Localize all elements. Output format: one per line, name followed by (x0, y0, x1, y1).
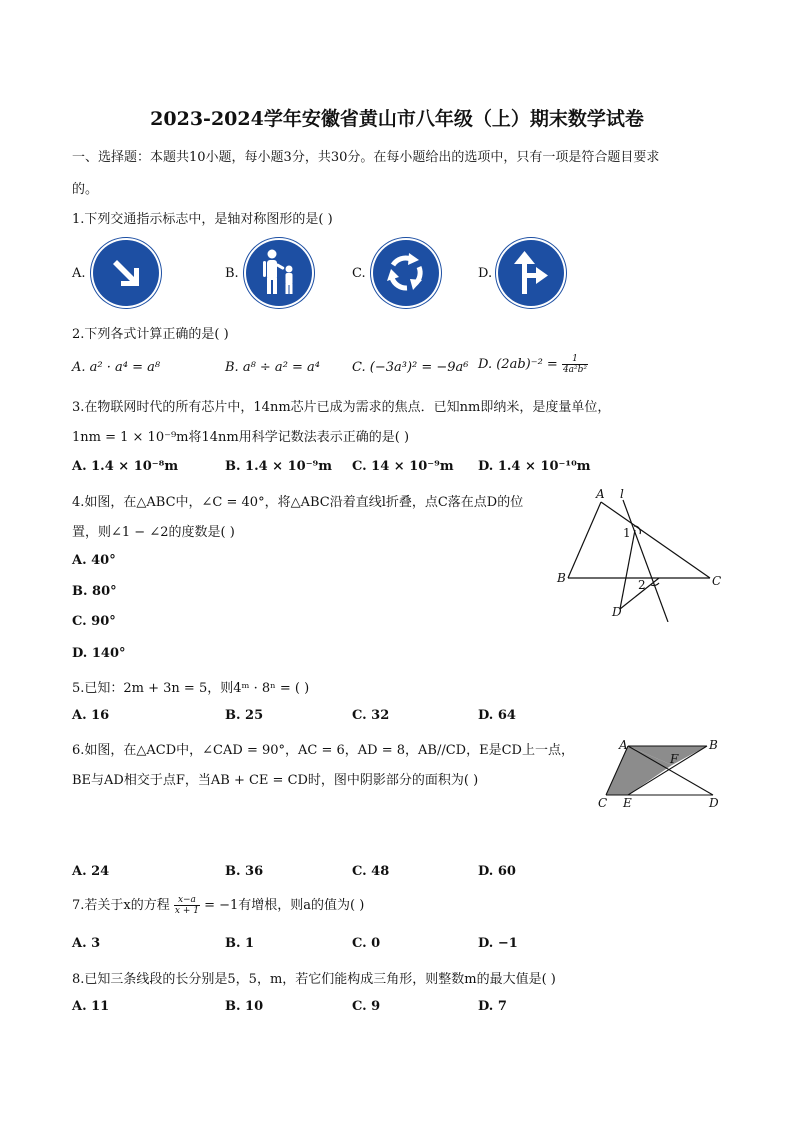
q4-label-a: A (596, 487, 605, 501)
roundabout-sign-icon (373, 240, 439, 306)
diagonal-arrow-sign-icon (93, 240, 159, 306)
q8-option-a: A. 11 (72, 999, 110, 1014)
q7-fraction (174, 895, 200, 916)
q4-option-b: B. 80° (72, 584, 117, 599)
q1-option-d-label: D. (478, 266, 493, 281)
q6-label-c: C (598, 796, 608, 810)
q5-option-c: C. 32 (352, 708, 390, 723)
section-heading-line1: 一、选择题：本题共10小题，每小题3分，共30分。在每小题给出的选项中，只有一项是符合题目要求 (72, 150, 660, 165)
q7-stem (72, 894, 364, 916)
q4-option-d: D. 140° (72, 646, 126, 661)
q4-option-c: C. 90° (72, 614, 116, 629)
q6-option-c: C. 48 (352, 864, 390, 879)
q8-option-d: D. 7 (478, 999, 507, 1014)
q3-stem-line2: 1nm = 1 × 10⁻⁹m将14nm用科学记数法表示正确的是( ) (72, 430, 410, 445)
q5-option-b: B. 25 (225, 708, 264, 723)
q3-option-a: A. 1.4 × 10⁻⁸m (72, 459, 179, 474)
q2-option-a: A. a² · a⁴ = a⁸ (72, 360, 161, 375)
q4-edge-ab (568, 502, 601, 578)
q3-stem-line1: 3.在物联网时代的所有芯片中，14nm芯片已成为需求的焦点．已知nm即纳米，是度量单位， (72, 400, 611, 415)
q4-label-b: B (557, 571, 566, 585)
q7-option-b: B. 1 (225, 936, 255, 951)
q7-stem-prefix: 7.若关于x的方程 (72, 898, 170, 913)
q3-option-b: B. 1.4 × 10⁻⁹m (225, 459, 333, 474)
q3-option-c: C. 14 × 10⁻⁹m (352, 459, 454, 474)
q8-stem: 8.已知三条线段的长分别是5，5，m，若它们能构成三角形，则整数m的最大值是( ) (72, 972, 556, 987)
q6-option-b: B. 36 (225, 864, 264, 879)
q4-label-2: 2 (638, 578, 646, 592)
q2-option-c: C. (−3a³)² = −9a⁶ (352, 360, 469, 375)
q1-option-b-label: B. (225, 266, 239, 281)
page-title: 2023-2024学年安徽省黄山市八年级（上）期末数学试卷 (150, 108, 644, 130)
q6-label-b: B (709, 738, 718, 752)
q2-option-d-fraction (562, 354, 588, 375)
q7-stem-suffix: = −1有增根，则a的值为( ) (204, 898, 365, 913)
q2-option-d-denominator: 4a²b² (562, 365, 588, 375)
q6-label-a: A (619, 738, 628, 752)
q7-option-d: D. −1 (478, 936, 518, 951)
q2-option-d (478, 354, 588, 375)
q4-label-d: D (612, 605, 622, 619)
q2-option-d-prefix: D. (2ab)⁻² = (478, 357, 558, 372)
q4-stem-line2: 置，则∠1 − ∠2的度数是( ) (72, 525, 235, 540)
q4-option-a: A. 40° (72, 553, 116, 568)
q6-option-a: A. 24 (72, 864, 110, 879)
q6-option-d: D. 60 (478, 864, 516, 879)
q6-stem-line2: BE与AD相交于点F，当AB + CE = CD时，图中阴影部分的面积为( ) (72, 773, 479, 788)
q6-label-f: F (670, 752, 679, 766)
q7-option-a: A. 3 (72, 936, 101, 951)
q2-option-d-numerator: 1 (562, 354, 588, 365)
q4-edge-ac (601, 502, 710, 578)
q6-figure (594, 734, 726, 812)
q6-label-e: E (623, 796, 632, 810)
q4-label-1: 1 (623, 526, 631, 540)
q2-option-b: B. a⁸ ÷ a² = a⁴ (225, 360, 321, 375)
pedestrian-sign-icon (246, 240, 312, 306)
q5-option-d: D. 64 (478, 708, 516, 723)
q8-option-c: C. 9 (352, 999, 381, 1014)
turn-sign-icon (498, 240, 564, 306)
section-heading-line2: 的。 (72, 182, 99, 197)
q5-stem: 5.已知：2m + 3n = 5，则4ᵐ · 8ⁿ = ( ) (72, 681, 310, 696)
q4-label-c: C (712, 574, 722, 588)
q7-fraction-numerator: x−a (174, 895, 200, 906)
q1-stem: 1.下列交通指示标志中，是轴对称图形的是( ) (72, 212, 333, 227)
q5-option-a: A. 16 (72, 708, 110, 723)
q8-option-b: B. 10 (225, 999, 264, 1014)
q3-option-d: D. 1.4 × 10⁻¹⁰m (478, 459, 591, 474)
q1-option-a-label: A. (72, 266, 86, 281)
q6-stem-line1: 6.如图，在△ACD中，∠CAD = 90°，AC = 6，AD = 8，AB//CD，E是CD上一点， (72, 743, 574, 758)
q7-fraction-denominator: x + 1 (174, 906, 199, 916)
q2-stem: 2.下列各式计算正确的是( ) (72, 327, 229, 342)
q1-option-c-label: C. (352, 266, 366, 281)
q4-fold-line-l (623, 500, 668, 622)
q4-stem-line1: 4.如图，在△ABC中，∠C = 40°，将△ABC沿着直线l折叠，点C落在点D的位 (72, 495, 524, 510)
q7-option-c: C. 0 (352, 936, 381, 951)
q6-label-d: D (709, 796, 719, 810)
q4-fold-edge-1 (620, 530, 635, 609)
q4-label-l: l (620, 487, 624, 501)
q4-figure (548, 482, 738, 622)
